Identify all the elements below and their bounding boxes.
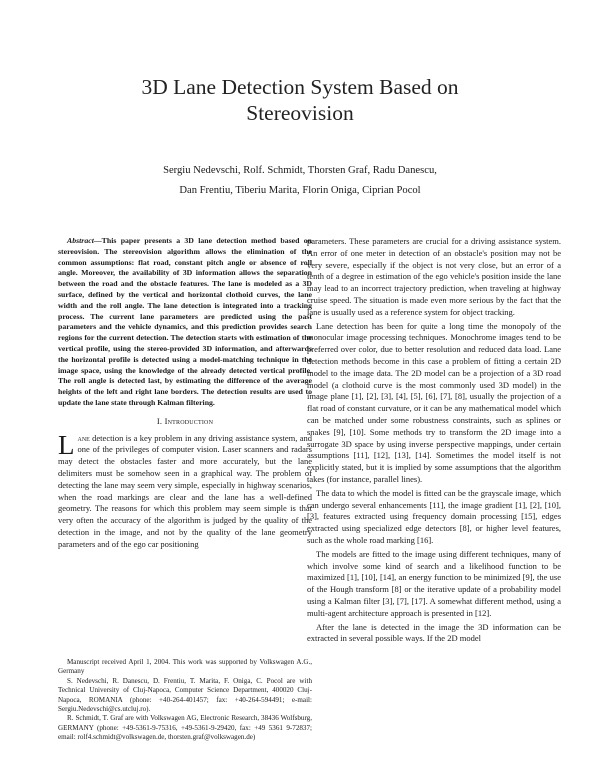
body-paragraph-1: parameters. These parameters are crucial for a driving assistance system. An error of one meter in detection of an obstacle's position may not be very severe, especially if the object is not very close, but an error of a tenth of a degree in estimation of the ego vehicle's position inside the lane may lead to an incorrect trajectory prediction, when traveling at highway cruise speed. The situation is made even more serious by the fact that the lane is usually used as a reference system for object tracking. [307,236,561,317]
abstract [58,236,312,409]
footnote [58,658,312,743]
body-paragraph-5: After the lane is detected in the image the 3D information can be extracted in several possible ways. If the 2D model [307,621,561,644]
abstract-label: Abstract [67,236,94,245]
paper-title [60,74,540,126]
body-paragraph-3: The data to which the model is fitted can be the grayscale image, which can undergo several enhancements [11], the image gradient [1], [2], [10], [3], features extracted using frequency domain processing [15], edges extracted using specialized edge detectors [8], or higher level features, such as the whole road marking [16]. [307,487,561,545]
right-column [307,236,561,645]
intro-paragraph [58,429,312,551]
section-title: Introduction [164,415,214,426]
section-heading [58,416,312,428]
title-line-1: 3D Lane Detection System Based on [141,75,459,99]
drop-cap: L [58,429,75,460]
authors-line-1: Sergiu Nedevschi, Rolf. Schmidt, Thorsten Graf, Radu Danescu, [163,165,437,176]
left-column [58,236,312,551]
section-number: I. [156,415,163,426]
abstract-text: —This paper presents a 3D lane detection method based on stereovision. The stereovision algorithm allows the elimination of the common assumptions: flat road, constant pitch angle or absence of roll angle. Moreover, the availability of 3D information allows the separation between the road and the obstacle features. The lane is modeled as a 3D surface, defined by the vertical and horizontal clothoid curves, the lane width and the roll angle. The lane detection is integrated into a tracking process. The current lane parameters are predicted using the past parameters and the vehicle dynamics, and this prediction provides search regions for the current detection. The detection starts with estimation of the vertical profile, using the stereo-provided 3D information, and afterwards the horizontal profile is detected using a model-matching technique in the image space, using the knowledge of the already detected vertical profile. The roll angle is detected last, by estimating the difference of the average heights of the left and right lane borders. The detection results are used to update the lane state through Kalman filtering. [58,236,312,407]
body-paragraph-2: Lane detection has been for quite a long time the monopoly of the monocular image processing techniques. Monochrome images tend to be preferred over color, due to better resolution and reduced data load. Lane detection methods become in this case a problem of fitting a certain 2D model to the image data. The 2D model can be a projection of a 3D road model (a clothoid curve is the most commonly used 3D model) in the image plane [1], [2], [3], [4], [5], [6], [7], [8], usually the projection of a flat road of constant curvature, or it can be any mathematical model which can be matched under some robustness constraints, such as splines or snakes [9], [10]. Some methods try to transform the 2D image into a surrogate 3D space by using inverse perspective mappings, under certain assumptions [11], [12], [13], [14]. Sometimes the model itself is not explicitly stated, but it is implied by some assumptions that the algorithm takes (for instance, parallel lines). [307,320,561,484]
intro-first-word: ane [77,432,90,443]
authors-line-2: Dan Frentiu, Tiberiu Marita, Florin Oniga, Ciprian Pocol [179,185,421,196]
title-line-2: Stereovision [246,101,354,125]
footnote-affiliation-1: S. Nedevschi, R. Danescu, D. Frentiu, T. Marita, F. Oniga, C. Pocol are with Technical University of Cluj-Napoca, Computer Science Department, 400020 Cluj-Napoca, ROMANIA (phone: +40-264-401457; fax: +40-264-594491; e-mail: Sergiu.Nedevschi@cs.utcluj.ro). [58,676,312,714]
intro-text: detection is a key problem in any driving assistance system, and one of the privileges of computer vision. Laser scanners and radars may detect the obstacles faster and more accurately, but the lane delimiters must be somehow seen in a graphical way. The problem of detecting the lane may seem very simple, especially in highway scenarios, when the road markings are clear and the lane has a well-defined geometry. The reasons for which this problem may seem simple is that very often the accuracy of the algorithm is judged by the quality of the detection in the image, and not by the quality of the lane geometry parameters and of the ego car positioning [58,432,312,549]
footnote-received: Manuscript received April 1, 2004. This work was supported by Volkswagen A.G., Germany [58,658,312,676]
body-paragraph-4: The models are fitted to the image using different techniques, many of which involve some kind of search and a likelihood function to be maximized [1], [10], [14], an energy function to be minimized [9], the use of the Hough transform [8] or the iterative update of a probability model using a Kalman filter [3], [7], [17]. A somewhat different method, using a multi-agent architecture approach is presented in [12]. [307,548,561,618]
footnote-affiliation-2: R. Schmidt, T. Graf are with Volkswagen AG, Electronic Research, 38436 Wolfsburg, GERMANY (phone: +49-5361-9-75316, +49-5361-9-29420, fax: +49 5361 9-72837; email: rolf4.schmidt@volkswagen.de, thorsten.graf@volkswagen.de) [58,714,312,742]
